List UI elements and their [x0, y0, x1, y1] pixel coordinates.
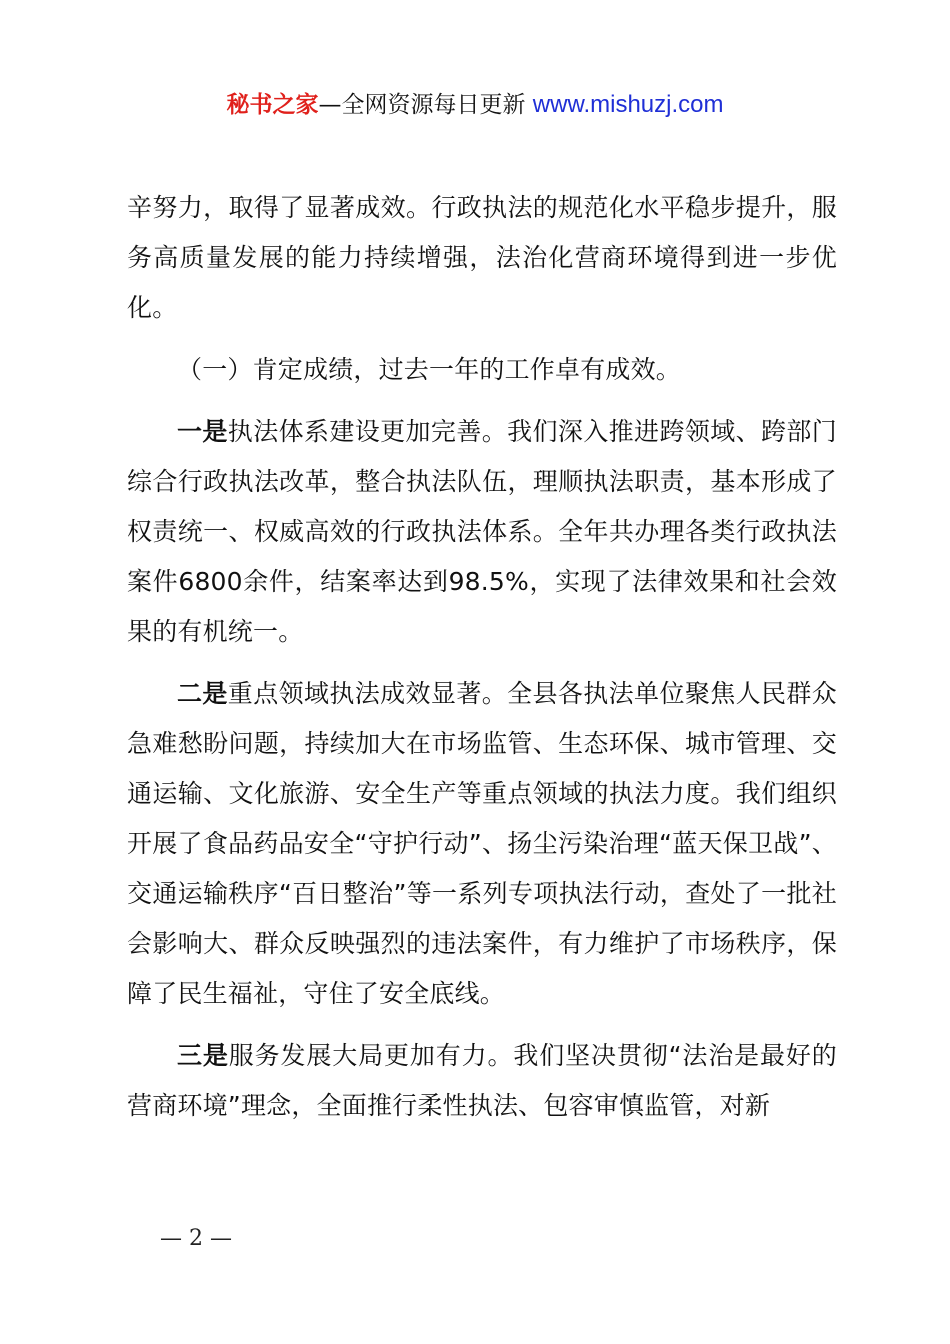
paragraph-text: 执法体系建设更加完善。我们深入推进跨领域、跨部门综合行政执法改革，整合执法队伍，理顺执法职责，基本形成了权责统一、权威高效的行政执法体系。全年共办理各类行政执法案件6800余件，结案率达到98.5%，实现了法律效果和社会效果的有机统一。: [127, 417, 837, 646]
paragraph-lead: 二是: [177, 679, 228, 708]
brand-name: 秘书之家: [226, 92, 319, 118]
section-heading-text: （一）肯定成绩，过去一年的工作卓有成效。: [177, 355, 682, 384]
paragraph-point-3: [127, 1031, 837, 1131]
site-url-link[interactable]: www.mishuzj.com: [532, 91, 724, 118]
paragraph-text: 服务发展大局更加有力。我们坚决贯彻“法治是最好的营商环境”理念，全面推行柔性执法、包容审慎监管，对新: [127, 1041, 837, 1120]
paragraph-point-1: [127, 407, 837, 657]
paragraph-lead: 三是: [177, 1041, 229, 1070]
site-header: [0, 88, 950, 122]
paragraph-text: 重点领域执法成效显著。全县各执法单位聚焦人民群众急难愁盼问题，持续加大在市场监管、生态环保、城市管理、交通运输、文化旅游、安全生产等重点领域的执法力度。我们组织开展了食品药品安全“守护行动”、扬尘污染治理“蓝天保卫战”、交通运输秩序“百日整治”等一系列专项执法行动，查处了一批社会影响大、群众反映强烈的违法案件，有力维护了市场秩序，保障了民生福祉，守住了安全底线。: [127, 679, 837, 1008]
section-heading: [127, 345, 837, 395]
paragraph-lead: 一是: [177, 417, 228, 446]
paragraph-text: 辛努力，取得了显著成效。行政执法的规范化水平稳步提升，服务高质量发展的能力持续增强，法治化营商环境得到进一步优化。: [127, 193, 837, 322]
paragraph-continuation: [127, 183, 837, 333]
page-number: — 2 —: [160, 1226, 232, 1251]
paragraph-point-2: [127, 669, 837, 1019]
document-body: [127, 183, 837, 1131]
header-tagline: —全网资源每日更新: [318, 92, 533, 118]
